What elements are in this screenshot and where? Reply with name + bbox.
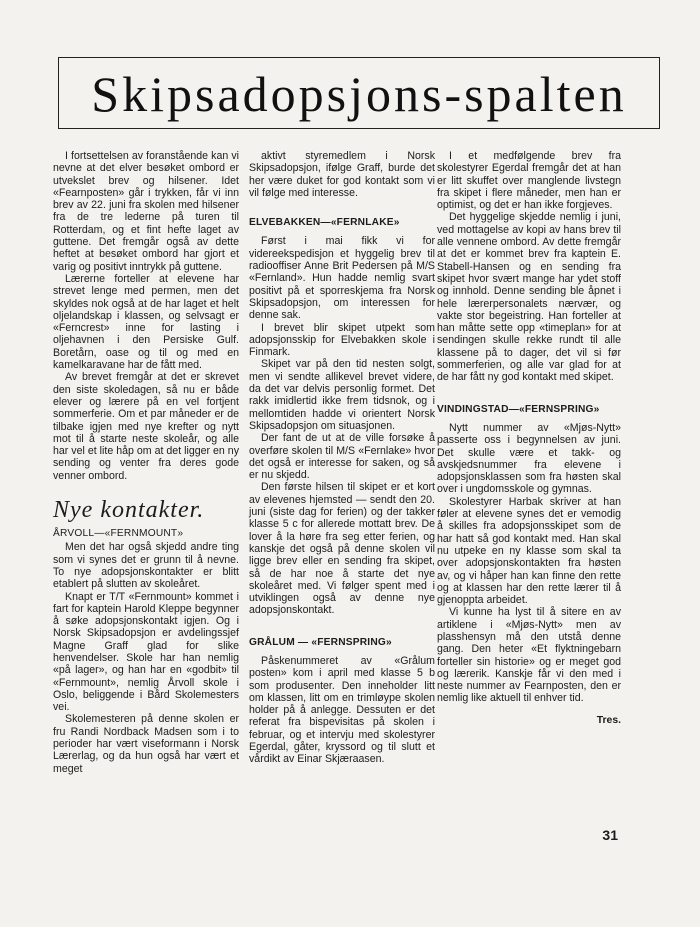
paragraph: Knapt er T/T «Fernmount» kommet i fart for kaptein Harold Kleppe begynner å søke adopsjonskontakt igjen. Og i Norsk Skipsadopsjon er avdelingssjef Magne Graff glad for slike henvendelser. Skole har han nemlig «på lager», og han har en «godbit» til «Fernmount», nemlig Årvoll skole i Oslo, beliggende i Bård Skolemesters vei. xyxy=(53,590,239,714)
subsection-heading-gralum: GRÅLUM — «FERNSPRING» xyxy=(249,636,392,648)
paragraph: aktivt styremedlem i Norsk Skipsadopsjon, ifølge Graff, burde det her være duket for god kontakt som vi vil følge med interesse. xyxy=(249,150,435,199)
page-title: Skipsadopsjons-spalten xyxy=(91,66,627,122)
subsection-heading-arvoll: ÅRVOLL—«FERNMOUNT» xyxy=(53,528,184,540)
paragraph: Skolemesteren på denne skolen er fru Randi Nordback Madsen som i to perioder har vært viseformann i Norsk Lærerlag, og da hun også har vært et meget xyxy=(53,713,239,775)
author-signature: Tres. xyxy=(596,714,621,726)
paragraph: Vi kunne ha lyst til å sitere en av artiklene i «Mjøs-Nytt» men av plasshensyn må den utstå denne gang. Den heter «Et flyktningebarn forteller sin historie» og er meget god og lærerik. Kanskje får vi den med i neste nummer av Fearnposten, den er nemlig like aktuell til enhver tid. xyxy=(437,606,621,705)
title-box xyxy=(58,57,660,129)
paragraph: Lærerne forteller at elevene har strevet lenge med permen, men det skyldes nok også at de har laget et helt oljelandskap i klassen, og selvsagt er «Ferncrest» inne for lasting i oljehavnen i den Persiske Gulf. Boretårn, oase og til og med en kamelkaravane har de fått med. xyxy=(53,272,239,372)
paragraph: Skolestyrer Harbak skriver at han føler at elevene synes det er vemodig å skilles fra adopsjonsskipet som de har hatt så god kontakt med. Han skal nu utpeke en ny klasse som skal ta over adopsjonskontakten fra høsten av, og vi håper han kan finne den rette og at klassen har den rette lærer til å gjenoppta arbeidet. xyxy=(437,495,621,607)
column-3 xyxy=(437,150,621,727)
paragraph: I et medfølgende brev fra skolestyrer Egerdal fremgår det at han er litt skuffet over manglende livstegn fra skipet i flere måneder, men han er optimist, og det er han ikke forgjeves. xyxy=(437,150,621,212)
paragraph: Skipet var på den tid nesten solgt, men vi sendte allikevel brevet videre, da det var delvis personlig formet. Det rakk imidlertid ikke frem tidsnok, og i mellomtiden hadde vi orientert Norsk Skipsadopsjon om situasjonen. xyxy=(249,358,435,432)
page-number: 31 xyxy=(602,827,618,843)
paragraph: I brevet blir skipet utpekt som adopsjonsskip for Elvebakken skole i Finmark. xyxy=(249,321,435,359)
section-heading-nye-kontakter: Nye kontakter. xyxy=(53,497,205,524)
column-2 xyxy=(249,150,435,766)
paragraph: Av brevet fremgår at det er skrevet den siste skoledagen, så nu er både elever og lærere på en vel fortjent sommerferie. Om et par måneder er de tilbake igjen med nye krefter og nytt mot til å starte neste skoleår, og alle har vel et lite håp om at det ligger en ny sending og venter fra deres gode venner ombord. xyxy=(53,371,239,482)
paragraph: Først i mai fikk vi for videreekspedisjon et hyggelig brev til radiooffiser Anne Brit Pedersen på M/S «Fernland». Hun hadde nemlig svart positivt på et sporreskjema fra Norsk Skipsadopsjon, om interessen for denne sak. xyxy=(249,235,435,322)
paragraph: Nytt nummer av «Mjøs-Nytt» passerte oss i begynnelsen av juni. Det skulle være et takk- og avskjedsnummer fra elevene i adopsjonsklassen som fra høsten skal over i ungdomsskole og gymnas. xyxy=(437,421,621,496)
paragraph: I fortsettelsen av foranstående kan vi nevne at det elver besøket ombord er utvekslet brev og hilsener. Idet «Fearnposten» går i trykken, får vi inn brev av 22. juni fra skolen med hilsener fra de tre lederne på turen til Rotterdam, og et fint hefte laget av guttene. Det fremgår også av dette heftet at besøket ombord har gjort et varig og positivt inntrykk på guttene. xyxy=(53,150,239,273)
subsection-heading-vindingstad: VINDINGSTAD—«FERNSPRING» xyxy=(437,403,600,415)
subsection-heading-elvebakken: ELVEBAKKEN—«FERNLAKE» xyxy=(249,217,400,229)
column-1 xyxy=(53,150,239,775)
paragraph: Det hyggelige skjedde nemlig i juni, ved mottagelse av kopi av hans brev til alle vennene ombord. Av dette fremgår at det er kommet brev fra kaptein E. Stabell-Hansen og en sending fra skipet hvor svært mange har ydet stoff og innhold. Denne sending ble åpnet i hele lærerpersonalets nærvær, og vakte stor begeistring. Han forteller at han måtte sette opp «timeplan» for at sendingen skulle rekke rundt til alle klassene på to dager, det vil si før sommerferien, og alle var glad for at de har fått ny god kontakt med skipet. xyxy=(437,211,621,384)
paragraph: Påskenummeret av «Grålum posten» kom i april med klasse 5 b som produsenter. Den inneholder litt om klassen, litt om en trimløype skolen holder på å anlegge. Dessuten er det referat fra bispevisitas på skolen i februar, og et intervju med skolestyrer Egerdal, gåter, kryssord og til slutt et vårdikt av Einar Skjæraasen. xyxy=(249,654,435,766)
paragraph: Men det har også skjedd andre ting som vi synes det er grunn til å nevne. To nye adopsjonskontakter er blitt etablert på slutten av skoleåret. xyxy=(53,541,239,591)
paragraph: Der fant de ut at de ville forsøke å overføre skolen til M/S «Fernlake» hvor det også er interesse for saken, og så er nu skjedd. xyxy=(249,432,435,482)
paragraph: Den første hilsen til skipet er et kort av elevenes hjemsted — sendt den 20. juni (siste dag for ferien) og der takker klasse 5 c for allerede mottatt brev. De lover å la høre fra seg etter ferien, og kanskje det også på denne skolen vil ligge brev eller en sending fra skipet, så de har noe å starte det nye skoleåret med. Vi følger spent med i utviklingen også av denne nye adopsjonskontakt. xyxy=(249,481,435,617)
